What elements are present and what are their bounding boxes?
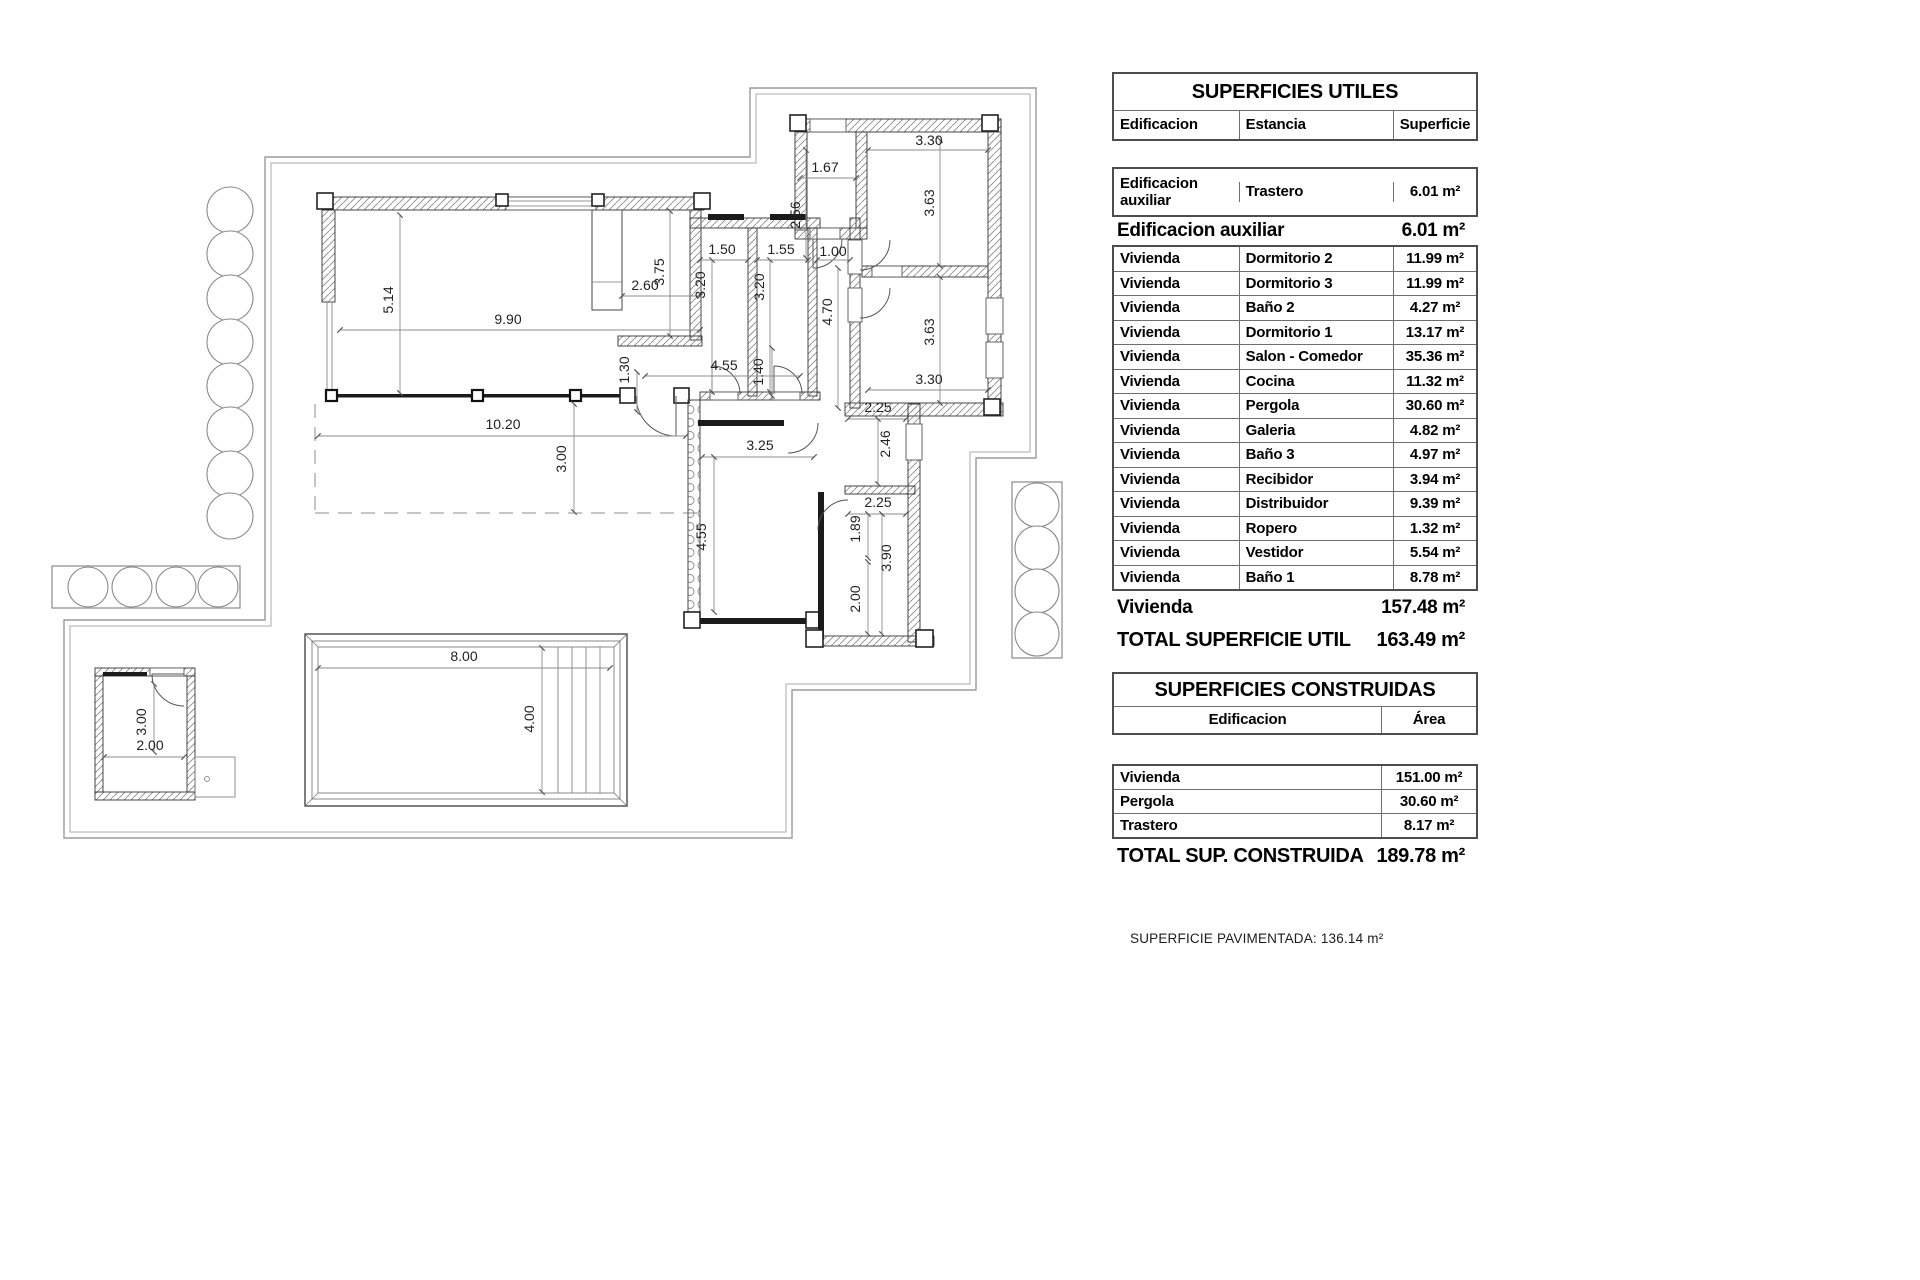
table-row (1114, 516, 1476, 541)
dimension-label: 2.25 (864, 494, 892, 510)
dimension-label: 1.89 (847, 515, 863, 543)
table-cell: 3.94 m² (1393, 468, 1476, 492)
total-label: Vivienda (1117, 597, 1193, 618)
table-cell: Distribuidor (1239, 492, 1393, 516)
table-cell: Pergola (1239, 394, 1393, 418)
table-cell: 8.78 m² (1393, 566, 1476, 590)
table-cell: 1.32 m² (1393, 517, 1476, 541)
table-cell: Dormitorio 1 (1239, 321, 1393, 345)
table-cell: Vivienda (1120, 250, 1180, 268)
table-cell: Vivienda (1120, 470, 1180, 488)
table-cell: Vivienda (1120, 568, 1180, 586)
table-cell: Recibidor (1239, 468, 1393, 492)
dimension-label: 3.20 (692, 271, 708, 299)
table-cell: Vivienda (1120, 372, 1180, 390)
dimension-label: 8.00 (450, 648, 478, 664)
table-cell: 35.36 m² (1393, 345, 1476, 369)
table-row (1114, 789, 1476, 813)
table-cell: Vestidor (1239, 541, 1393, 565)
table-cell: Vivienda (1120, 446, 1180, 464)
dimension-label: 4.55 (710, 357, 738, 373)
table-cell: 6.01 m² (1393, 182, 1476, 201)
dimension-label: 2.46 (877, 430, 893, 458)
dimension-label: 9.90 (494, 311, 522, 327)
table-cell: Dormitorio 2 (1239, 247, 1393, 271)
table-row (1114, 491, 1476, 516)
column-header: Superficie (1393, 111, 1476, 139)
table-cell: 8.17 m² (1381, 814, 1476, 837)
table-row (1114, 169, 1476, 215)
dimension-label: 4.70 (819, 298, 835, 326)
table-cell: 4.82 m² (1393, 419, 1476, 443)
table-cell: 151.00 m² (1381, 766, 1476, 789)
dimension-label: 1.00 (819, 243, 847, 259)
dimension-label: 3.00 (553, 445, 569, 473)
table-cell: 11.99 m² (1393, 272, 1476, 296)
total-label: TOTAL SUPERFICIE UTIL (1117, 629, 1351, 651)
table-cell: Galeria (1239, 419, 1393, 443)
table-cell: Vivienda (1120, 544, 1180, 562)
trees-left-column (207, 187, 253, 539)
table-cell: 30.60 m² (1381, 790, 1476, 813)
total-value: 163.49 m² (1376, 629, 1465, 651)
dimension-label: 1.30 (616, 356, 632, 384)
dimension-label: 4.55 (693, 523, 709, 551)
table-row (1114, 393, 1476, 418)
table-cell: Vivienda (1120, 323, 1180, 341)
column-header: Área (1381, 707, 1476, 733)
table-cell: Vivienda (1120, 397, 1180, 415)
table-cell: 5.54 m² (1393, 541, 1476, 565)
auxiliary-total-row (1112, 217, 1478, 245)
total-label: Edificacion auxiliar (1117, 220, 1285, 241)
dimension-label: 5.14 (380, 286, 396, 314)
table-cell: 9.39 m² (1393, 492, 1476, 516)
vivienda-total-row (1112, 594, 1478, 622)
dimension-label: 2.25 (864, 399, 892, 415)
dimension-label: 3.30 (915, 371, 943, 387)
construida-total-row (1112, 842, 1478, 871)
table-cell: Trastero (1239, 182, 1393, 201)
table-cell: Vivienda (1120, 519, 1180, 537)
table-cell: Vivienda (1120, 348, 1180, 366)
dimension-label: 3.20 (751, 273, 767, 301)
table-cell: Baño 2 (1239, 296, 1393, 320)
dimension-label: 4.00 (521, 705, 537, 733)
dimension-label: 3.90 (878, 544, 894, 572)
table-row (1114, 467, 1476, 492)
table-cell: Trastero (1120, 816, 1178, 834)
auxiliary-building-rows (1112, 167, 1478, 217)
table-cell: Edificacion auxiliar (1120, 174, 1198, 209)
table-cell: Dormitorio 3 (1239, 272, 1393, 296)
trastero-building (95, 668, 235, 800)
table-cell: 11.32 m² (1393, 370, 1476, 394)
dimension-label: 3.75 (651, 258, 667, 286)
dimension-label: 3.25 (746, 437, 774, 453)
total-value: 157.48 m² (1381, 597, 1465, 618)
dimension-label: 1.40 (750, 358, 766, 386)
dimension-label: 3.63 (921, 189, 937, 217)
table-cell: 4.27 m² (1393, 296, 1476, 320)
table-cell: 30.60 m² (1393, 394, 1476, 418)
table-row (1114, 295, 1476, 320)
dimension-label: 3.63 (921, 318, 937, 346)
trees-right-column (1012, 482, 1062, 658)
table-cell: Baño 3 (1239, 443, 1393, 467)
table-cell: Vivienda (1120, 495, 1180, 513)
dimension-label: 3.30 (915, 132, 943, 148)
table-row (1114, 344, 1476, 369)
dimension-label: 1.55 (767, 241, 795, 257)
column-header: Edificacion (1208, 711, 1287, 729)
table-cell: 11.99 m² (1393, 247, 1476, 271)
dimension-label: 1.50 (708, 241, 736, 257)
table-cell: Vivienda (1120, 299, 1180, 317)
table-cell: Baño 1 (1239, 566, 1393, 590)
table-row (1114, 565, 1476, 590)
table-row (1114, 320, 1476, 345)
table-cell: Salon - Comedor (1239, 345, 1393, 369)
table-cell: Vivienda (1120, 274, 1180, 292)
dimension-labels (133, 132, 943, 753)
dimension-label: 3.00 (133, 708, 149, 736)
column-header: Estancia (1239, 111, 1393, 139)
table-title: SUPERFICIES CONSTRUIDAS (1114, 674, 1476, 707)
table-row (1114, 247, 1476, 271)
table-cell: Pergola (1120, 792, 1174, 810)
table-cell: Vivienda (1120, 421, 1180, 439)
table-row (1114, 369, 1476, 394)
table-row (1114, 442, 1476, 467)
construidas-rows (1112, 764, 1478, 839)
total-value: 189.78 m² (1376, 845, 1465, 867)
dimension-label: 2.60 (631, 277, 659, 293)
dimension-label: 1.67 (811, 159, 839, 175)
table-row (1114, 813, 1476, 837)
table-cell: Vivienda (1120, 768, 1180, 786)
table-row (1114, 418, 1476, 443)
table-cell: Cocina (1239, 370, 1393, 394)
vivienda-rows (1112, 245, 1478, 591)
table-cell: 4.97 m² (1393, 443, 1476, 467)
dimension-label: 2.00 (847, 585, 863, 613)
table-cell: 13.17 m² (1393, 321, 1476, 345)
house-walls (317, 115, 1003, 647)
dimension-label: 10.20 (485, 416, 521, 432)
table-header-row (1114, 111, 1476, 139)
table-row (1114, 271, 1476, 296)
table-row (1114, 766, 1476, 789)
dimension-label: 2.56 (787, 201, 803, 229)
dimension-label: 2.00 (136, 737, 164, 753)
total-label: TOTAL SUP. CONSTRUIDA (1117, 845, 1364, 867)
table-cell: Ropero (1239, 517, 1393, 541)
table-row (1114, 540, 1476, 565)
superficies-utiles-table (1112, 72, 1478, 655)
table-header-row (1114, 707, 1476, 733)
trees-bottom-row (52, 566, 240, 608)
column-header: Edificacion (1120, 116, 1198, 134)
superficies-construidas-table (1112, 672, 1478, 871)
grand-total-row (1112, 626, 1478, 655)
total-value: 6.01 m² (1401, 220, 1465, 241)
pool-steps (558, 647, 600, 793)
table-title: SUPERFICIES UTILES (1114, 74, 1476, 111)
paved-surface-note: SUPERFICIE PAVIMENTADA: 136.14 m² (1130, 931, 1384, 946)
